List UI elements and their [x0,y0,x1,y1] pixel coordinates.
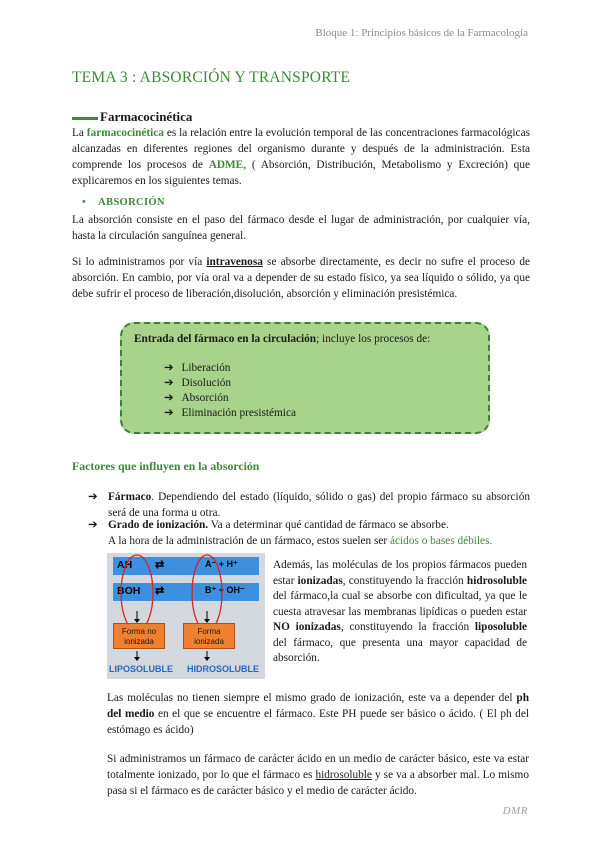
arrow-icon: ➔ [88,491,98,503]
box-title-rest: ; incluye los procesos de: [316,333,431,345]
arrow-icon: ➔ [164,377,174,389]
bullet-dot: • [82,197,87,208]
iv-term: intravenosa [206,256,263,268]
arrowhead-icon [204,657,210,661]
box-title-bold: Entrada del fármaco en la circulación [134,333,317,345]
factor1-text: . Dependiendo del estado (líquido, sólido o gas) del propio fármaco su absorción será de una forma u otra. [108,491,530,519]
intro-text-1: La [72,127,87,139]
equilibrium-arrow-icon: ⇄ [155,559,165,571]
bullet-label: ABSORCIÓN [98,197,165,208]
bullet-absorcion [82,197,165,208]
adme-term: ADME, [208,159,247,171]
list-item: ➔ Disolución [164,377,232,389]
hidrosoluble-label: HIDROSOLUBLE [187,664,259,674]
factor-ionizacion [88,517,530,549]
factors-heading: Factores que influyen en la absorción [72,459,260,473]
equilibrium-arrow-icon: ⇄ [155,585,165,597]
box-list [164,361,296,421]
arrowhead-icon [134,657,140,661]
section-heading [72,109,192,125]
absorption-definition: La absorción consiste en el paso del fármaco desde el lugar de administración, por cualquier vía, hasta la circulación sanguínea general. [72,214,530,242]
ionization-diagram [107,553,265,679]
acid-ionized: A⁻ + H⁺ [205,559,238,569]
non-ionized-box: Forma no ionizada [113,623,165,649]
iv-text-2: se absorbe directamente, es decir no sufre el proceso de absorción. En cambio, por vía oral va a depender de su estado físico, ya sea líquido o sólido, ya que debe sufrir el proceso de liberación,disolución, absorción y eliminación presistémica. [72,256,530,300]
intro-text-3: ( Absorción, Distribución, Metabolismo y Excreción) que explicaremos en los siguientes temas. [72,159,530,187]
arrow-icon: ➔ [88,519,98,531]
base-formula: BOH [117,585,141,597]
arrow-icon: ➔ [164,362,174,374]
list-item: ➔ Absorción [164,392,229,404]
liposoluble-label: LIPOSOLUBLE [109,664,174,674]
ionization-paragraph: Además, las moléculas de los propios fármacos pueden estar ionizadas, constituyendo la fracción hidrosoluble del fármaco,la cual se absorbe con dificultad, ya que le cuesta atravesar las membranas lipídicas o pueden estar NO ionizadas, constituyendo la fracción liposoluble del fármaco, que presenta una mayor capacidad de absorción. [273,559,528,664]
acid-paragraph: Si administramos un fármaco de carácter ácido en un medio de carácter básico, este va estar totalmente ionizado, por lo que el fármaco es hidrosoluble y se va a absorber mal. Lo mismo pasa si el fármaco es de carácter básico y el medio de carácter ácido. [107,753,529,797]
list-item: ➔ Liberación [164,362,231,374]
box-title [134,333,430,345]
arrow-icon: ➔ [164,407,174,419]
acid-formula: AH [117,559,133,571]
factor1-name: Fármaco [108,491,152,503]
section-bar [72,117,98,120]
intro-term: farmacocinética [86,127,164,139]
ionized-box: Forma ionizada [183,623,235,649]
factor2-green: ácidos o bases débiles. [390,535,493,547]
list-item: ➔ Eliminación presistémica [164,407,296,419]
footer-initials: DMR [502,805,528,817]
factor2-name: Grado de ionización. [108,519,209,531]
diagram-overlay [107,553,265,679]
arrow-icon: ➔ [164,392,174,404]
ph-paragraph: Las moléculas no tienen siempre el mismo grado de ionización, este va a depender del ph del medio en el que se encuentre el fármaco. Este PH puede ser básico o ácido. ( El ph del estómago es ácido) [107,692,529,736]
running-header: Bloque 1: Principios básicos de la Farmacología [315,27,528,39]
factor2-text: Va a determinar qué cantidad de fármaco se absorbe. [208,519,449,531]
circulation-box [120,322,490,434]
section-heading-text: Farmacocinética [100,109,193,124]
intro-paragraph [72,125,530,189]
iv-text-1: Si lo administramos por vía [72,256,207,268]
page-title: TEMA 3 : ABSORCIÓN Y TRANSPORTE [72,69,351,86]
base-ionized: B⁺ + OH⁻ [205,585,245,595]
factor2-line2: A la hora de la administración de un fármaco, estos suelen ser [108,535,391,547]
intravenous-paragraph [72,254,530,302]
intro-text-2: es la relación entre la evolución temporal de las concentraciones farmacológicas alcanzadas en diferentes regiones del organismo durante y después de la administración. Esta comprende los procesos de [72,127,530,171]
